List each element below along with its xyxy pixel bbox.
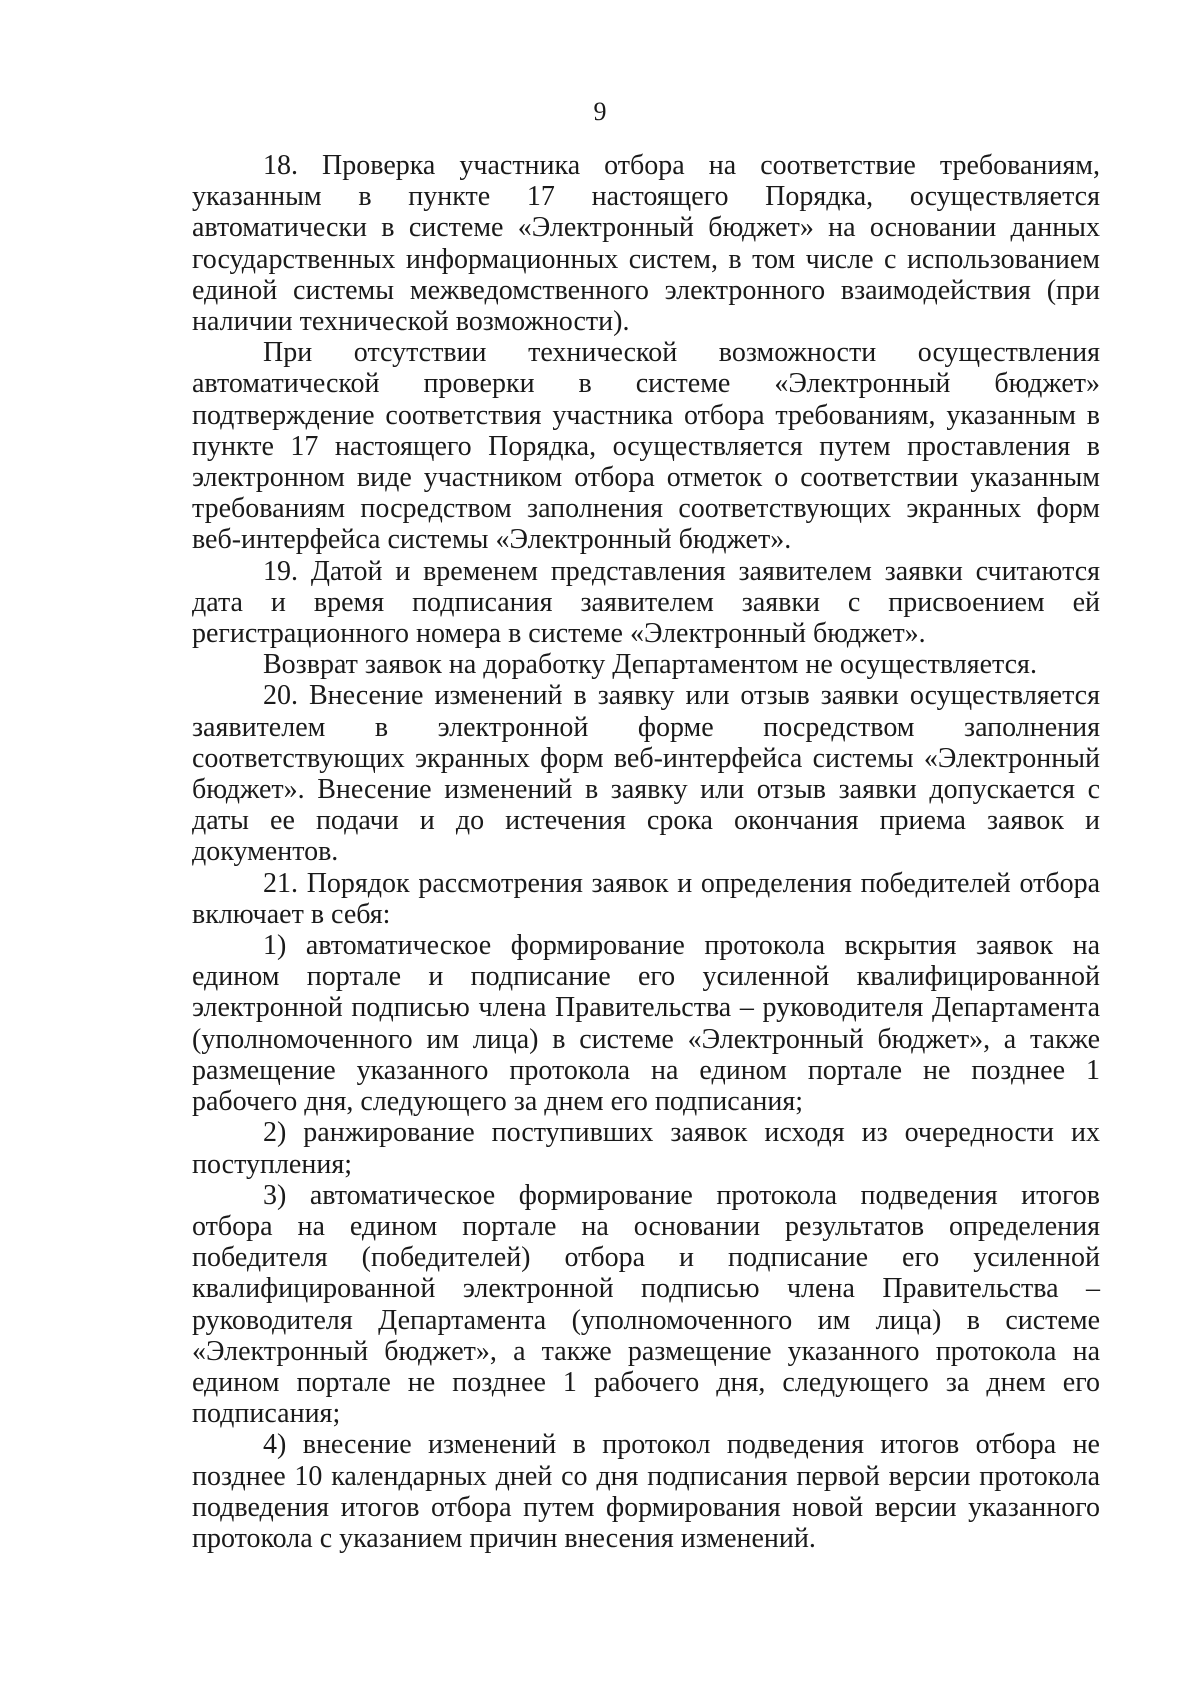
list-item-4: 4) внесение изменений в протокол подведения итогов отбора не позднее 10 календарных дней со дня подписания первой версии протокола подведения итогов отбора путем формирования новой версии указанного протокола с указанием причин внесения изменений. bbox=[192, 1429, 1100, 1554]
paragraph-19-return: Возврат заявок на доработку Департаментом не осуществляется. bbox=[263, 649, 1037, 681]
list-item-3: 3) автоматическое формирование протокола подведения итогов отбора на едином портале на основании результатов определения победителя (победителей) отбора и подписание его усиленной квалифицированной электронной подписью члена Правительства – руководителя Департамента (уполномоченного им лица) в системе «Электронный бюджет», а также размещение указанного протокола на едином портале не позднее 1 рабочего дня, следующего за днем его подписания; bbox=[192, 1179, 1100, 1430]
paragraph-19: 19. Датой и временем представления заявителем заявки считаются дата и время подписания заявителем заявки с присвоением ей регистрационного номера в системе «Электронный бюджет». bbox=[192, 555, 1100, 650]
paragraph-21: 21. Порядок рассмотрения заявок и определения победителей отбора включает в себя: bbox=[192, 867, 1100, 930]
paragraph-18-technical-absence: При отсутствии технической возможности осуществления автоматической проверки в системе «Электронный бюджет» подтверждение соответствия участника отбора требованиям, указанным в пункте 17 настоящего Порядка, осуществляется путем проставления в электронном виде участником отбора отметок о соответствии указанным требованиям посредством заполнения соответствующих экранных форм веб-интерфейса системы «Электронный бюджет». bbox=[192, 337, 1100, 556]
document-body bbox=[192, 150, 1100, 1554]
list-item-1: 1) автоматическое формирование протокола вскрытия заявок на едином портале и подписание его усиленной квалифицированной электронной подписью члена Правительства – руководителя Департамента (уполномоченного им лица) в системе «Электронный бюджет», а также размещение указанного протокола на едином портале не позднее 1 рабочего дня, следующего за днем его подписания; bbox=[192, 930, 1100, 1118]
paragraph-20: 20. Внесение изменений в заявку или отзыв заявки осуществляется заявителем в электронной форме посредством заполнения соответствующих экранных форм веб-интерфейса системы «Электронный бюджет». Внесение изменений в заявку или отзыв заявки допускается с даты ее подачи и до истечения срока окончания приема заявок и документов. bbox=[192, 680, 1100, 868]
list-item-2: 2) ранжирование поступивших заявок исходя из очередности их поступления; bbox=[192, 1117, 1100, 1180]
paragraph-18: 18. Проверка участника отбора на соответствие требованиям, указанным в пункте 17 настоящего Порядка, осуществляется автоматически в системе «Электронный бюджет» на основании данных государственных информационных систем, в том числе с использованием единой системы межведомственного электронного взаимодействия (при наличии технической возможности). bbox=[192, 150, 1100, 338]
page-number: 9 bbox=[593, 97, 607, 126]
